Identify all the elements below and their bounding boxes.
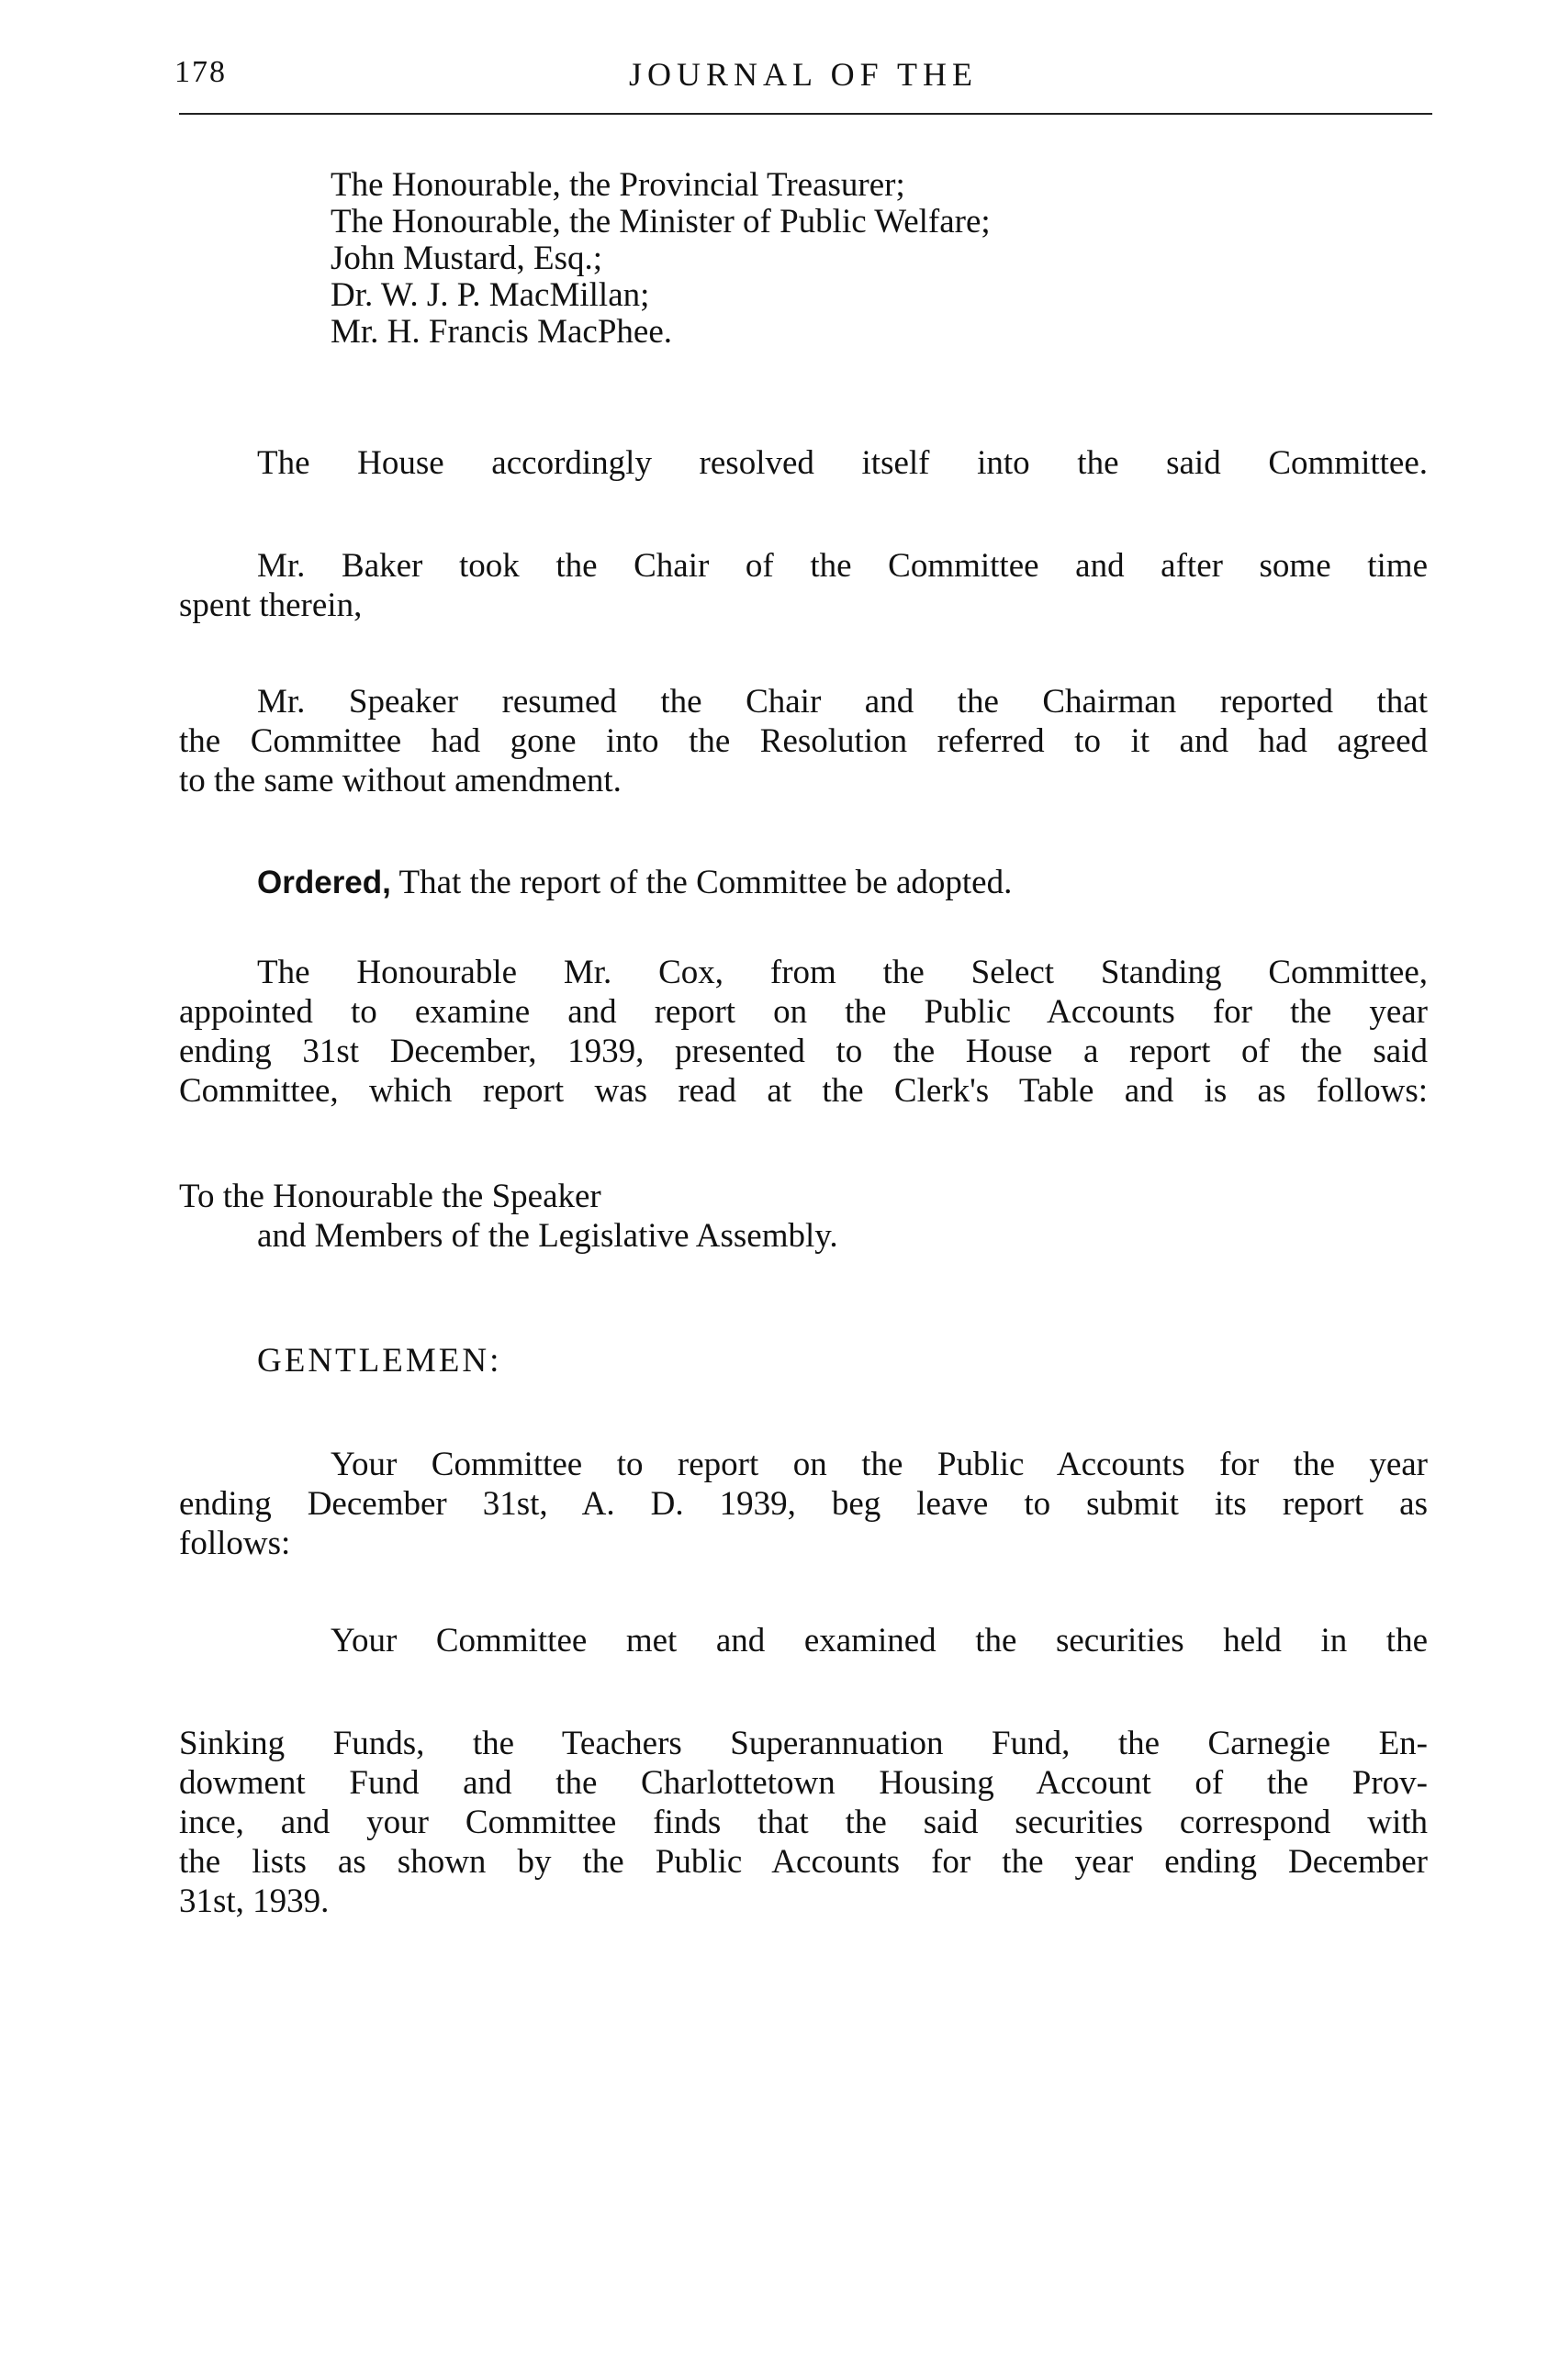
paragraph-line: Committee, which report was read at the Clerk's Table and is as follows: [179,1072,1428,1110]
committee-member: Dr. W. J. P. MacMillan; [331,276,650,314]
paragraph-line: 31st, 1939. [179,1883,330,1920]
paragraph-line: The Honourable Mr. Cox, from the Select Standing Committee, [257,954,1428,991]
paragraph-line: ending December 31st, A. D. 1939, beg leave to submit its report as [179,1485,1428,1523]
salutation: GENTLEMEN: [257,1342,502,1380]
committee-member: The Honourable, the Minister of Public Welfare; [331,203,991,240]
paragraph-line: the Committee had gone into the Resolution referred to it and had agreed [179,722,1428,760]
paragraph-met: Your Committee met and examined the securities held in the [331,1622,1428,1659]
paragraph-line: spent therein, [179,587,363,624]
paragraph-line: dowment Fund and the Charlottetown Housing Account of the Prov- [179,1764,1428,1802]
paragraph-ordered [257,865,1428,901]
paragraph-line: follows: [179,1525,291,1562]
ordered-lead: Ordered, [257,865,391,900]
committee-member-list [331,167,1340,351]
ordered-text: That the report of the Committee be adopted. [398,864,1013,901]
paragraph-line: appointed to examine and report on the Public Accounts for the year [179,993,1428,1031]
paragraph-line: ending 31st December, 1939, presented to the House a report of the said [179,1033,1428,1070]
header-rule [179,113,1432,115]
paragraph-line: ince, and your Committee finds that the said securities correspond with [179,1804,1428,1841]
committee-member: Mr. H. Francis MacPhee. [331,313,672,351]
paragraph-line: the lists as shown by the Public Accounts for the year ending December [179,1843,1428,1881]
paragraph-line: to the same without amendment. [179,762,622,799]
committee-member: The Honourable, the Provincial Treasurer; [331,166,905,204]
committee-member: John Mustard, Esq.; [331,240,602,277]
page-header [174,55,1432,110]
address-line: and Members of the Legislative Assembly. [257,1217,838,1255]
paragraph-line: Your Committee to report on the Public Accounts for the year [331,1446,1428,1483]
page-number: 178 [174,55,227,89]
address-line: To the Honourable the Speaker [179,1178,601,1215]
running-head: JOURNAL OF THE [628,56,978,93]
paragraph-line: Sinking Funds, the Teachers Superannuation Fund, the Carnegie En- [179,1725,1428,1762]
paragraph-resolved: The House accordingly resolved itself into the said Committee. [257,444,1428,482]
paragraph-line: Mr. Speaker resumed the Chair and the Chairman reported that [257,683,1428,721]
paragraph-line: Mr. Baker took the Chair of the Committee and after some time [257,547,1428,585]
